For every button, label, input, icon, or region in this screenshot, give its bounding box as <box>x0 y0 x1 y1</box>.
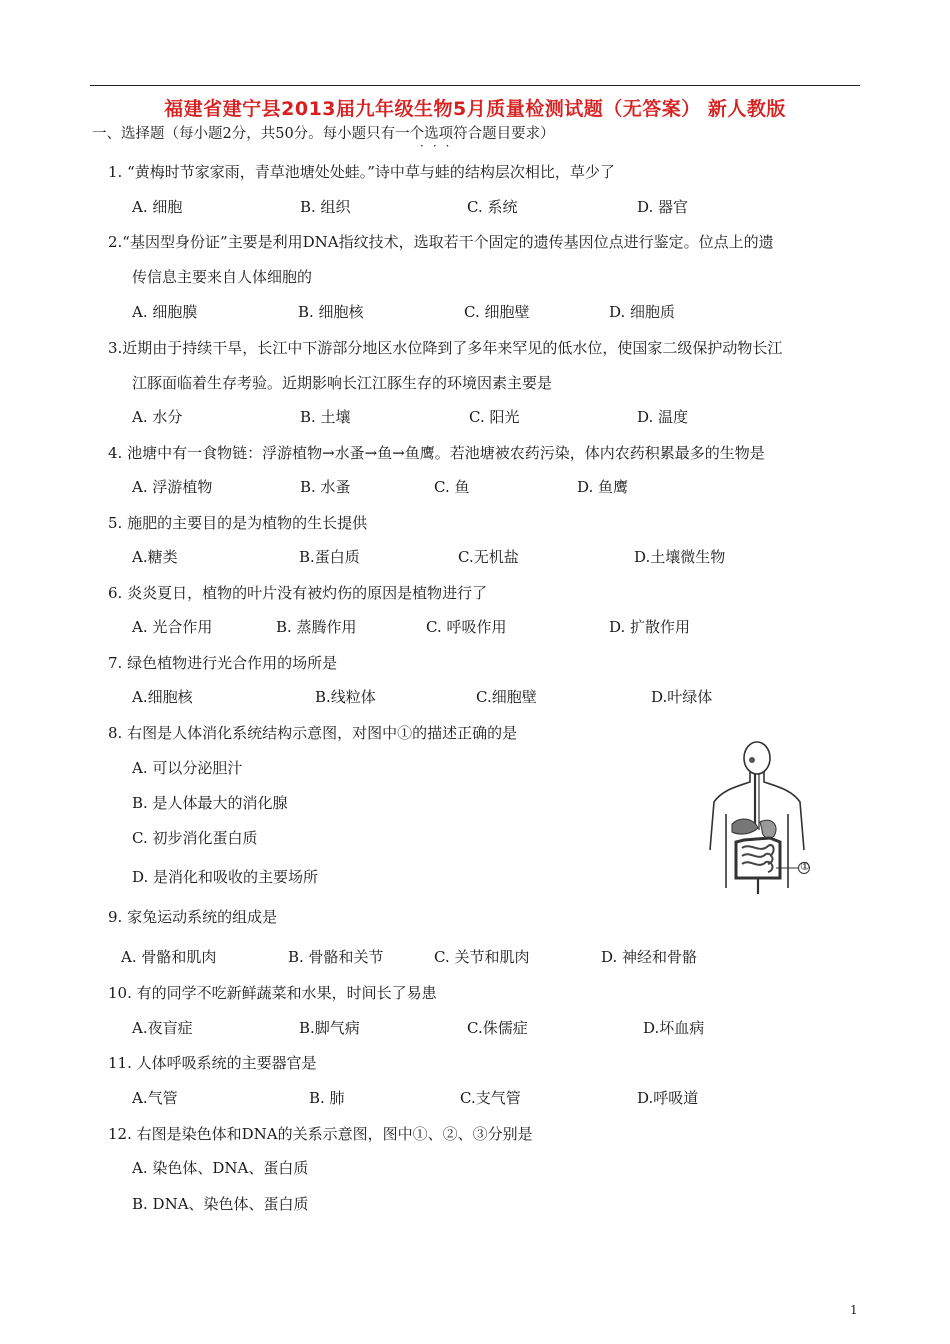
question-3-option-a: A. 水分 <box>132 408 183 426</box>
question-4-option-d: D. 鱼鹰 <box>577 478 629 496</box>
question-8-stem: 8. 右图是人体消化系统结构示意图，对图中①的描述正确的是 <box>108 724 518 742</box>
question-3-stem-line-2: 江豚面临着生存考验。近期影响长江江豚生存的环境因素主要是 <box>132 374 553 392</box>
question-11-stem: 11. 人体呼吸系统的主要器官是 <box>108 1054 317 1072</box>
question-5-option-a: A.糖类 <box>132 548 178 566</box>
question-3-option-d: D. 温度 <box>637 408 689 426</box>
question-5-option-d: D.土壤微生物 <box>634 548 726 566</box>
question-5-stem: 5. 施肥的主要目的是为植物的生长提供 <box>108 514 368 532</box>
question-11-option-d: D.呼吸道 <box>637 1089 699 1107</box>
digestive-system-figure <box>700 738 860 900</box>
question-7-option-d: D.叶绿体 <box>651 688 713 706</box>
question-1-option-a: A. 细胞 <box>132 198 183 216</box>
question-6-option-d: D. 扩散作用 <box>609 618 691 636</box>
question-2-option-d: D. 细胞质 <box>609 303 676 321</box>
question-10-option-d: D.坏血病 <box>643 1019 705 1037</box>
question-3-stem-line-1: 3.近期由于持续干旱，长江中下游部分地区水位降到了多年来罕见的低水位，使国家二级保护动物长江 <box>108 339 783 357</box>
question-7-stem: 7. 绿色植物进行光合作用的场所是 <box>108 654 338 672</box>
question-6-stem: 6. 炎炎夏日，植物的叶片没有被灼伤的原因是植物进行了 <box>108 584 488 602</box>
question-5-option-c: C.无机盐 <box>458 548 519 566</box>
question-12-option-b: B. DNA、染色体、蛋白质 <box>132 1195 309 1213</box>
question-2-option-c: C. 细胞壁 <box>464 303 530 321</box>
question-1-option-d: D. 器官 <box>637 198 689 216</box>
question-8-option-a: A. 可以分泌胆汁 <box>132 759 243 777</box>
question-9-option-d: D. 神经和骨骼 <box>601 948 698 966</box>
page-number: 1 <box>850 1303 858 1317</box>
question-6-option-a: A. 光合作用 <box>132 618 213 636</box>
question-8-option-d: D. 是消化和吸收的主要场所 <box>132 868 319 886</box>
question-4-option-c: C. 鱼 <box>434 478 470 496</box>
question-2-option-a: A. 细胞膜 <box>132 303 198 321</box>
question-10-option-b: B.脚气病 <box>299 1019 360 1037</box>
header-rule <box>90 85 860 86</box>
question-7-option-b: B.线粒体 <box>315 688 376 706</box>
question-6-option-c: C. 呼吸作用 <box>426 618 507 636</box>
question-10-option-a: A.夜盲症 <box>132 1019 193 1037</box>
question-11-option-c: C.支气管 <box>460 1089 521 1107</box>
question-1-stem: 1. “黄梅时节家家雨，青草池塘处处蛙。”诗中草与蛙的结构层次相比，草少了 <box>108 163 615 181</box>
question-3-option-b: B. 土壤 <box>300 408 351 426</box>
question-9-option-b: B. 骨骼和关节 <box>288 948 384 966</box>
question-9-option-c: C. 关节和肌肉 <box>434 948 530 966</box>
question-11-option-a: A.气管 <box>132 1089 178 1107</box>
question-2-stem-line-2: 传信息主要来自人体细胞的 <box>132 268 313 286</box>
question-5-option-b: B.蛋白质 <box>299 548 360 566</box>
question-4-stem: 4. 池塘中有一食物链：浮游植物→水蚤→鱼→鱼鹰。若池塘被农药污染，体内农药积累最多的生物是 <box>108 444 765 462</box>
question-8-option-b: B. 是人体最大的消化腺 <box>132 794 288 812</box>
question-9-option-a: A. 骨骼和肌肉 <box>121 948 217 966</box>
question-1-option-c: C. 系统 <box>467 198 518 216</box>
figure-label: ① <box>800 860 810 873</box>
question-11-option-b: B. 肺 <box>309 1089 345 1107</box>
question-12-option-a: A. 染色体、DNA、蛋白质 <box>132 1159 309 1177</box>
question-8-option-c: C. 初步消化蛋白质 <box>132 829 258 847</box>
question-6-option-b: B. 蒸腾作用 <box>276 618 357 636</box>
emphasis-dots: ··· <box>420 139 459 153</box>
question-4-option-a: A. 浮游植物 <box>132 478 213 496</box>
question-7-option-a: A.细胞核 <box>132 688 193 706</box>
question-4-option-b: B. 水蚤 <box>300 478 351 496</box>
human-body-outline-icon <box>700 738 860 900</box>
question-3-option-c: C. 阳光 <box>469 408 520 426</box>
question-10-stem: 10. 有的同学不吃新鲜蔬菜和水果，时间长了易患 <box>108 984 437 1002</box>
section-heading: 一、选择题（每小题2分，共50分。每小题只有一个选项符合题目要求） <box>92 126 555 142</box>
question-2-stem-line-1: 2.“基因型身份证”主要是利用DNA指纹技术，选取若干个固定的遗传基因位点进行鉴定。位点上的遗 <box>108 233 774 251</box>
question-1-option-b: B. 组织 <box>300 198 351 216</box>
question-10-option-c: C.侏儒症 <box>467 1019 528 1037</box>
question-7-option-c: C.细胞壁 <box>476 688 537 706</box>
document-title: 福建省建宁县2013届九年级生物5月质量检测试题（无答案） 新人教版 <box>164 98 786 120</box>
question-9-stem: 9. 家兔运动系统的组成是 <box>108 908 278 926</box>
question-12-stem: 12. 右图是染色体和DNA的关系示意图，图中①、②、③分别是 <box>108 1125 533 1143</box>
question-2-option-b: B. 细胞核 <box>298 303 364 321</box>
